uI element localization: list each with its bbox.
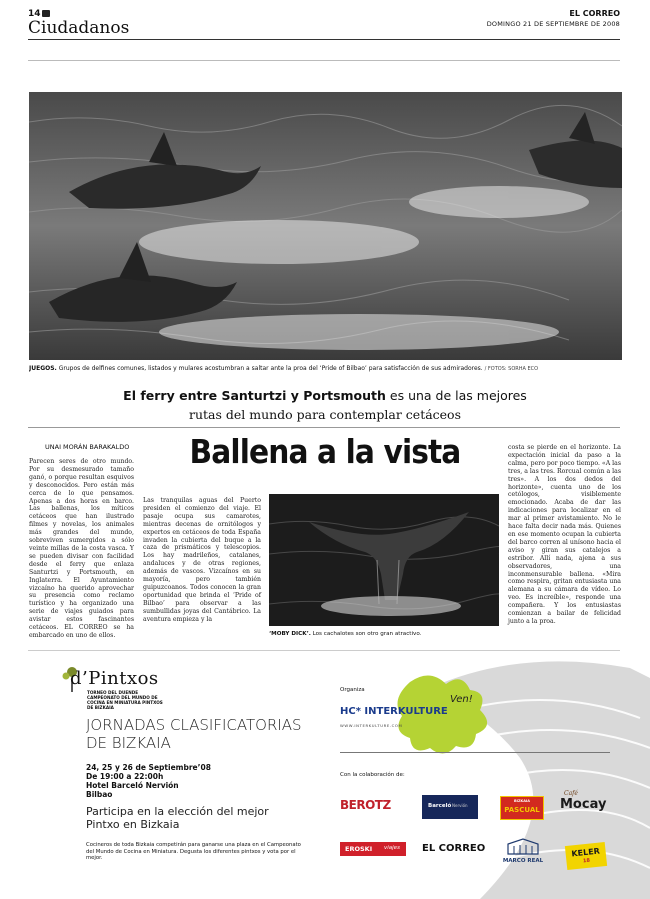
headline: Ballena a la vista [189,432,461,471]
mocay-topline: Café [564,790,578,797]
header-rule [28,39,620,40]
article-column-4: costa se pierde en el horizonte. La expectación inicial da paso a la calma, pero por poco tiempo. «A las tres, a las tres. Rorcual común a las tres». A los dos dedos del horizonte», cuenta uno de los cetólogos, visiblemente emocionado. Acaba de dar las indicaciones para localizar en el mar al primer avistamiento. No le hace falta decir nada más. Quienes en ese momento ocupan la cubierta del barco corren al unísono hacia el aviso y giran sus catalejos a estribor. Allí nada, ajena a sus observadores, una inconmensurable ballena. «Mira como respira, gritan entusiasta una alemana a su cámara de vídeo. Lo veo. Es increíble», responde una compañera. Y los entusiastas comienzan a bailar de felicidad junto a la proa. [508,444,621,625]
byline: UNAI MORÁN BARAKALDO [45,443,130,451]
marcoreal-building-icon [500,838,546,856]
article-column-1: Parecen seres de otro mundo. Por su desmesurado tamaño ganó, o porque resultan esquivos y desconocidos. Pero están más cerca de lo que pensamos. Apenas a dos horas en barco. Las ballenas, los míticos cetáceos que han ilustrado filmes y novelas, los animales más grandes del mundo, sobreviven sumergidos a sólo veinte millas de la costa vasca. Y se pueden divisar con facilidad desde el ferry que enlaza Santurtzi y Portsmouth, en Inglaterra. El Ayuntamiento vizcaíno ha querido aprovechar su presencia como reclamo turístico y ha organizado una serie de viajes guiados para avistar estos fascinantes cetáceos. EL CORREO se ha embarcado en uno de ellos. [29,458,134,639]
keler-logo [565,842,607,870]
subhead-rule [28,427,620,428]
sponsors-rule [340,752,610,753]
marcoreal-logo [500,838,546,868]
pintxos-logo: d’Pintxos [70,668,159,689]
pascual-topline: BIZKAIA [514,799,530,803]
header-rule-2 [28,60,620,61]
berotz-logo: BEROTZ [340,798,391,812]
whale-tail-photo [269,494,499,626]
issue-date: DOMINGO 21 DE SEPTIEMBRE DE 2008 [486,20,620,28]
newspaper-name: EL CORREO [569,9,620,18]
whale-tail-illustration [269,494,499,626]
dolphins-photo [29,92,622,360]
eroski-subname: viajes [384,845,400,851]
photo-caption: JUEGOS. Grupos de delfines comunes, listados y mulares acostumbran a saltar ante la proa del ‘Pride of Bilbao’ para satisfacción de sus admiradores. / FOTOS: SORHA ECO [29,365,539,372]
interkulture-logo: HC* INTERKULTURE [340,706,448,717]
subhead-line-1: El ferry entre Santurtzi y Portsmouth es una de las mejores [123,388,527,403]
whale-photo-caption: ‘MOBY DICK’. Los cachalotes son otro gran atractivo. [269,631,422,637]
section-title: Ciudadanos [28,18,130,38]
dolphins-illustration [29,92,622,360]
elcorreo-logo: EL CORREO [422,843,486,854]
eroski-name: EROSKI [345,845,373,853]
barcelo-logo [422,795,478,819]
eroski-logo [340,842,406,856]
article-column-2: Las tranquilas aguas del Puerto presiden el comienzo del viaje. El pasaje ocupa sus camarotes, mientras decenas de ornitólogos y expertos en cetáceos de toda España invaden la cubierta del buque a la caza de prismáticos y telescopios. Los hay madrileños, catalanes, andaluces y de otras regiones, además de vascos. Vizcaínos en su mayoría, pero también guipuzcoanos. Todos conocen la gran oportunidad que brinda el ‘Pride of Bilbao’ para observar a las sumbullidas joyas del Cantábrico. La aventura empieza y la [143,497,261,623]
ad-body-text: Cocineros de toda Bizkaia competirán para ganarse una plaza en el Campeonato del Mundo de Cocina en Miniatura. Degusta los diferentes pintxos y vota por el mejor. [86,842,301,861]
barcelo-subname: Nervión [452,803,468,808]
splash-text: Ven! [450,694,473,705]
pascual-name: PASCUAL [504,806,540,814]
keler-name: KELER [571,846,601,859]
collaboration-label: Con la colaboración de: [340,772,405,778]
pintxos-tagline: TORNEO DEL DUENDE CAMPEONATO DEL MUNDO DE COCINA EN MINIATURA PINTXOS DE BIZKAIA [87,690,163,710]
ad-subtitle: Participa en la elección del mejor Pintxo en Bizkaia [86,805,269,831]
mocay-logo [560,790,620,816]
ad-title: JORNADAS CLASIFICATORIAS DE BIZKAIA [86,716,302,752]
subhead-line-2: rutas del mundo para contemplar cetáceos [188,407,462,422]
keler-subname: 18 [582,857,591,865]
section-marker-icon [42,10,50,17]
mocay-name: Mocay [560,797,607,812]
page-number: 14 [28,9,41,19]
organizer-url: WWW.INTERKULTURE.COM [340,723,403,728]
pascual-logo [500,796,544,820]
organizer-label: Organiza [340,687,365,693]
marcoreal-name: MARCO REAL [502,858,544,864]
event-details: 24, 25 y 26 de Septiembre’08 De 19:00 a 22:00h Hotel Barceló Nervión Bilbao [86,763,211,799]
barcelo-name: Barceló [428,803,452,809]
